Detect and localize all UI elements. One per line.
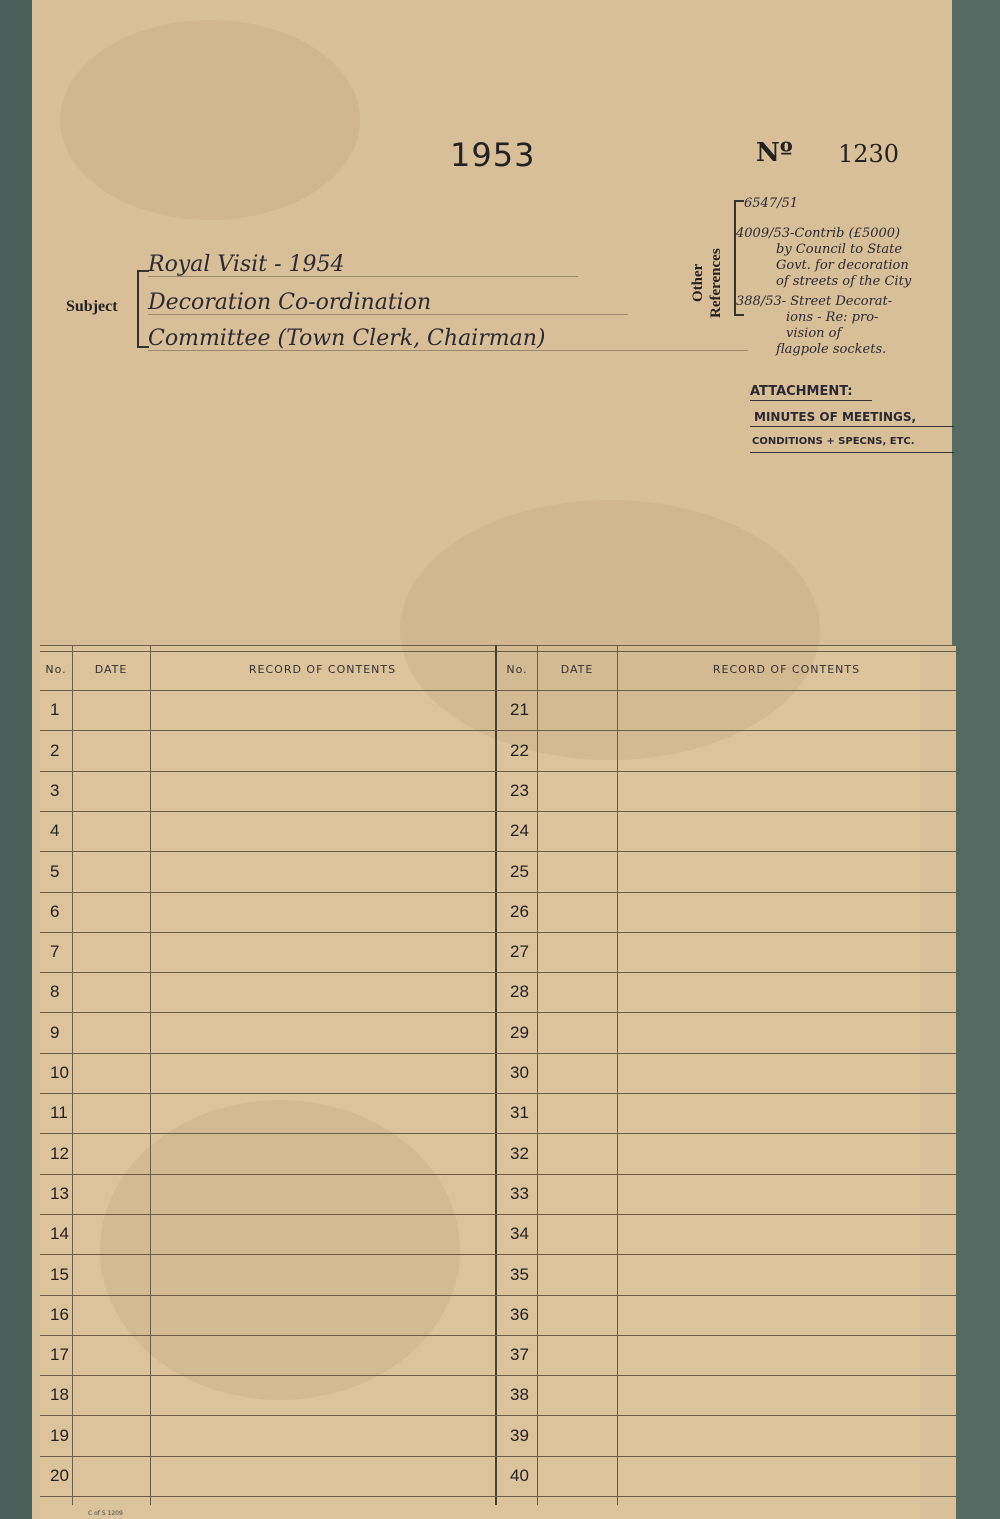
table-row-rule [40,972,956,973]
header-no: No. [506,663,528,676]
row-number-left: 5 [50,862,60,881]
row-number-left: 12 [50,1144,69,1163]
header-date: DATE [560,663,594,676]
table-row-rule [40,1295,956,1296]
table-column-divider [537,645,538,1505]
table-row-rule [40,851,956,852]
table-row-rule [40,1456,956,1457]
file-number-label: Nº [756,138,793,168]
row-number-right: 35 [510,1265,529,1284]
header-no: No. [45,663,67,676]
table-rule [40,690,956,691]
table-row-rule [40,1174,956,1175]
table-row-rule [40,730,956,731]
row-number-left: 11 [50,1103,68,1122]
subject-line-1: Royal Visit - 1954 [148,252,345,277]
row-number-left: 17 [50,1345,69,1364]
row-number-left: 1 [50,700,60,719]
table-row-rule [40,1335,956,1336]
row-number-right: 40 [510,1466,529,1485]
reference-entry: by Council to State [776,242,903,257]
subject-label: Subject [66,298,118,315]
row-number-right: 29 [510,1023,529,1042]
table-row-rule [40,771,956,772]
row-number-right: 37 [510,1345,529,1364]
reference-entry: Govt. for decoration [776,258,909,273]
row-number-right: 34 [510,1224,529,1243]
row-number-left: 6 [50,902,60,921]
reference-entry: of streets of the City [776,274,912,289]
table-row-rule [40,1133,956,1134]
attachment-title: ATTACHMENT: [750,384,853,399]
row-number-right: 26 [510,902,529,921]
table-column-divider [617,645,618,1505]
row-number-right: 31 [510,1103,529,1122]
header-record: RECORD OF CONTENTS [248,663,397,676]
table-row-rule [40,1254,956,1255]
print-code: C of S 1209 [88,1510,123,1517]
row-number-right: 32 [510,1144,529,1163]
table-row-rule [40,1496,956,1497]
attachment-underline [750,426,954,427]
paper-stain [60,20,360,220]
table-row-rule [40,932,956,933]
subject-line-3: Committee (Town Clerk, Chairman) [148,326,546,351]
table-rule [40,645,956,646]
row-number-right: 25 [510,862,529,881]
row-number-left: 3 [50,781,60,800]
attachment-underline [750,400,872,401]
table-row-rule [40,1053,956,1054]
row-number-right: 24 [510,821,529,840]
row-number-right: 22 [510,741,529,760]
row-number-left: 10 [50,1063,69,1082]
row-number-right: 21 [510,700,529,719]
table-row-rule [40,1093,956,1094]
row-number-left: 13 [50,1184,69,1203]
file-year: 1953 [450,136,536,174]
row-number-left: 19 [50,1426,69,1445]
row-number-left: 9 [50,1023,60,1042]
table-center-divider [495,645,497,1505]
reference-entry: vision of [786,326,842,341]
header-date: DATE [94,663,128,676]
reference-entry: 6547/51 [744,196,799,211]
row-number-right: 30 [510,1063,529,1082]
table-row-rule [40,1012,956,1013]
table-rule [40,651,956,652]
row-number-left: 18 [50,1385,69,1404]
table-row-rule [40,1214,956,1215]
row-number-right: 33 [510,1184,529,1203]
table-row-rule [40,1415,956,1416]
row-number-left: 15 [50,1265,69,1284]
row-number-right: 38 [510,1385,529,1404]
other-references-label [690,210,730,320]
row-number-right: 28 [510,982,529,1001]
file-number: 1230 [838,140,900,168]
table-column-divider [72,645,73,1505]
reference-entry: ions - Re: pro- [786,310,879,325]
table-row-rule [40,811,956,812]
row-number-left: 16 [50,1305,69,1324]
table-column-divider [150,645,151,1505]
other-label: Other [690,263,706,302]
row-number-right: 23 [510,781,529,800]
row-number-left: 7 [50,942,60,961]
row-number-right: 27 [510,942,529,961]
row-number-left: 8 [50,982,60,1001]
reference-entry: 4009/53-Contrib (£5000) [736,226,901,241]
reference-entry: 388/53- Street Decorat- [736,294,893,309]
header-record: RECORD OF CONTENTS [712,663,861,676]
table-row-rule [40,1375,956,1376]
row-number-left: 20 [50,1466,69,1485]
subject-line-2: Decoration Co-ordination [148,290,432,315]
references-label: References [708,248,724,318]
attachment-line: CONDITIONS + SPECNS, ETC. [752,436,915,447]
row-number-right: 36 [510,1305,529,1324]
reference-entry: flagpole sockets. [776,342,887,357]
row-number-left: 4 [50,821,60,840]
attachment-line: MINUTES OF MEETINGS, [754,410,917,424]
row-number-left: 14 [50,1224,69,1243]
row-number-right: 39 [510,1426,529,1445]
row-number-left: 2 [50,741,60,760]
table-row-rule [40,892,956,893]
record-table [40,645,956,1505]
attachment-underline [750,452,954,453]
